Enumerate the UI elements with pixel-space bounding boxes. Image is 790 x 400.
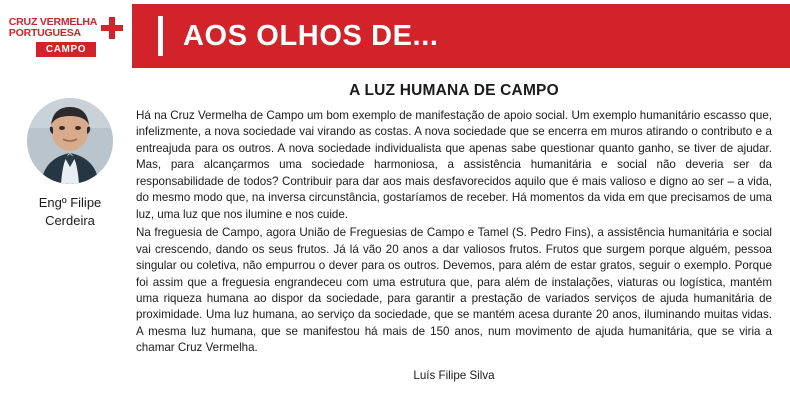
title-accent-bar: [158, 16, 163, 56]
avatar-photo-icon: [27, 98, 113, 184]
title-banner-inner: [158, 0, 790, 72]
article-title: A LUZ HUMANA DE CAMPO: [349, 82, 559, 99]
author-block: [8, 76, 132, 382]
page-title: AOS OLHOS DE...: [183, 19, 439, 52]
page-header: [0, 0, 790, 68]
author-name: [39, 194, 102, 229]
logo-wordmark: [9, 17, 97, 39]
page-content: [0, 68, 790, 382]
article-block: [132, 76, 774, 382]
author-name-line-1: Engº Filipe: [38, 195, 102, 210]
title-banner: [132, 4, 790, 68]
author-name-line-2: Cerdeira: [45, 212, 95, 228]
article-body: [136, 108, 772, 357]
article-paragraph: Há na Cruz Vermelha de Campo um bom exemplo de manifestação de apoio social. Um exemplo humanitário escasso que, infelizmente, a nova sociedade vai virando as costas. A nova sociedade que se encerra em muros atirando o contributo e a entreajuda para os outros. A nova sociedade individualista que apenas sabe questionar quanto ganho, se tiver de ajudar. Mas, para alcançarmos uma sociedade harmoniosa, a assistência humanitária e social não deveria ser da responsabilidade de todos? Contribuir para dar aos mais desfavorecidos aquilo que é mais valioso e digno ao ser – a vida, do mesmo modo que, na inversa circunstância, gostaríamos de receber. Há momentos da vida em que precisamos de uma luz, uma luz que nos ilumine e nos cuide.: [136, 109, 772, 221]
organization-logo: [0, 4, 132, 68]
logo-branch-badge: CAMPO: [36, 42, 96, 57]
article-paragraph: Na freguesia de Campo, agora União de Freguesias de Campo e Tamel (S. Pedro Fins), a assistência humanitária e social vai crescendo, dando os seus frutos. Já lá vão 20 anos a dar valiosos frutos. Frutos que surgem porque alguém, pessoa singular ou coletiva, não empurrou o dever para os outros. Devemos, para além de estar gratos, seguir o exemplo. Porque foi assim que a freguesia engrandeceu com uma estrutura que, para além de instalações, viaturas ou logística, mantém uma riqueza humana ao dispor da sociedade, para garantir a prestação de variados serviços de ajuda humanitária de proximidade. Uma luz humana, ao serviço da sociedade, que se mantém acesa durante 20 anos, iluminando muitas vidas. A mesma luz humana, que se manifestou há mais de 150 anos, num movimento de ajuda humanitária, que se viria a chamar Cruz Vermelha.: [136, 226, 772, 355]
logo-row: [9, 17, 123, 39]
avatar: [27, 98, 113, 184]
article-signature: Luís Filipe Silva: [413, 368, 495, 382]
logo-line-2: PORTUGUESA: [8, 27, 81, 39]
logo-line-1: CRUZ VERMELHA: [8, 15, 98, 28]
red-cross-icon: [101, 17, 123, 39]
